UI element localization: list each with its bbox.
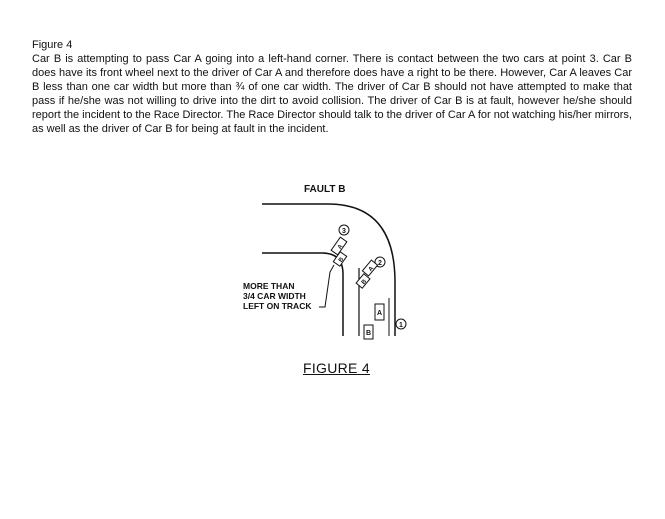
point-1-marker: [396, 319, 406, 329]
point-3-label: 3: [342, 228, 346, 235]
annotation-line-1: MORE THAN: [243, 281, 295, 291]
point-2-label: 2: [378, 260, 382, 267]
annotation-line-2: 3/4 CAR WIDTH: [243, 291, 306, 301]
car-b-at-point-3: [333, 252, 347, 267]
annotation-leader: [319, 265, 334, 307]
car-b-label-point-1: B: [365, 330, 372, 337]
car-b-label-point-3: B: [337, 256, 346, 264]
figure-title: FAULT B: [304, 184, 346, 195]
annotation-line-3: LEFT ON TRACK: [243, 301, 312, 311]
car-b-label-point-2: B: [360, 278, 369, 286]
document-heading: Figure 4: [32, 39, 73, 51]
car-a-label-point-3: A: [336, 243, 345, 251]
figure-caption: FIGURE 4: [303, 360, 370, 376]
document-paragraph: Car B is attempting to pass Car A going into a left-hand corner. There is contact between the two cars at point 3. Car B does have its front wheel next to the driver of Car A and therefore does have a right to be there. However, Car A leaves Car B less than one car width but more than ¾ of one car width. The driver of Car B should not have attempted to make that pass if he/she was not willing to drive into the dirt to avoid collision. The driver of Car B is at fault, however he/she should report the incident to the Race Director. The Race Director should talk to the driver of Car A for not watching his/her mirrors, as well as the driver of Car B for being at fault in the incident.: [32, 53, 632, 135]
car-a-at-point-1: [375, 304, 384, 320]
point-3-marker: [339, 225, 349, 235]
car-b-at-point-1: [364, 325, 373, 339]
car-a-label-point-2: A: [367, 265, 376, 273]
point-1-label: 1: [399, 322, 403, 329]
car-a-label-point-1: A: [376, 310, 383, 317]
